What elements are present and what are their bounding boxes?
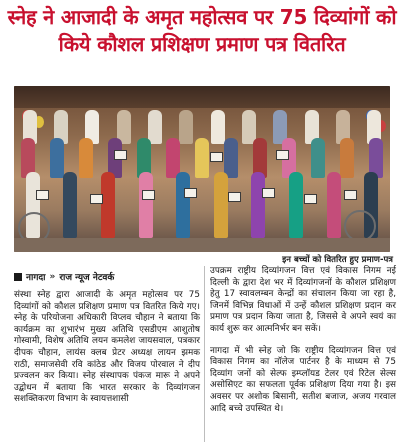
photo-backdrop-banner	[14, 86, 390, 108]
photo-caption: इन बच्चों को वितरित हुए प्रमाण-पत्र	[282, 255, 393, 265]
article-paragraph: उपक्रम राष्ट्रीय दिव्यांगजन वित्त एवं विकास निगम नई दिल्ली के द्वारा देश भर में दिव्यांगजनों के कौशल प्रशिक्षण हेतु 17 स्वावलम्बन केन्द्रों का संचालन किया जा रहा है, जिनमें विभिन्न विधाओं में उन्हें कौशल प्रशिक्षण प्रदान कर प्रमाण पत्र प्रदान किया जाता है, जिससे वे अपने स्वयं का कार्य शुरू कर आत्मनिर्भर बन सकें।	[210, 266, 396, 334]
event-photo	[14, 86, 390, 252]
article-paragraph: संस्था स्नेह द्वारा आजादी के अमृत महोत्सव पर 75 दिव्यांगों को कौशल प्रशिक्षण प्रमाण पत्र वितरित किये गए। स्नेह के परियोजना अधिकारी विप्लव चौहान ने बताया कि कार्यक्रम का शुभारंभ मुख्य अतिथि एसडीएम आशुतोष गोस्वामी, विशेष अतिथि लयन कमलेश जायसवाल, पत्रकार दीपक चौहान, लायंस क्लब प्रेटर अध्यक्ष लायन झमक राठी, समाजसेवी रवि कांठेड और विजय पोरवाल ने दीप प्रज्वलन कर किया। स्नेह संस्थापक पंकज मारू ने अपने उद्बोधन में बताया कि भारत सरकार के दिव्यांगजन सशक्तिकरण विभाग के स्वायत्तशासी	[14, 290, 200, 405]
photo-floor	[14, 238, 390, 252]
article-headline: स्नेह ने आजादी के अमृत महोत्सव पर 75 दिव्यांगों को किये कौशल प्रशिक्षण प्रमाण पत्र वितरित	[7, 5, 397, 56]
article-paragraph: नागदा में भी स्नेह जो कि राष्ट्रीय दिव्यांगजन वित्त एवं विकास निगम का नॉलेज पार्टनर है के माध्यम से 75 दिव्यांग जनों को सेल्फ इम्प्लॉयड टेलर एवं रिटेल सेल्स असोसिएट का सफलता पूर्वक प्रशिक्षण दिया गया है। इस अवसर पर अशोक बिसानी, सतीश बजाज, अजय गरवाल आदि बच्चे उपस्थित थे।	[210, 345, 396, 414]
dateline-city: नागदा	[26, 273, 46, 283]
dateline	[14, 270, 114, 283]
dateline-separator: »	[49, 271, 56, 282]
article-column-left	[14, 290, 200, 406]
dateline-source: राज न्यूज नेटवर्क	[59, 273, 115, 283]
bullet-square-icon	[14, 273, 22, 281]
column-divider	[204, 266, 205, 442]
article-column-right	[210, 266, 396, 415]
